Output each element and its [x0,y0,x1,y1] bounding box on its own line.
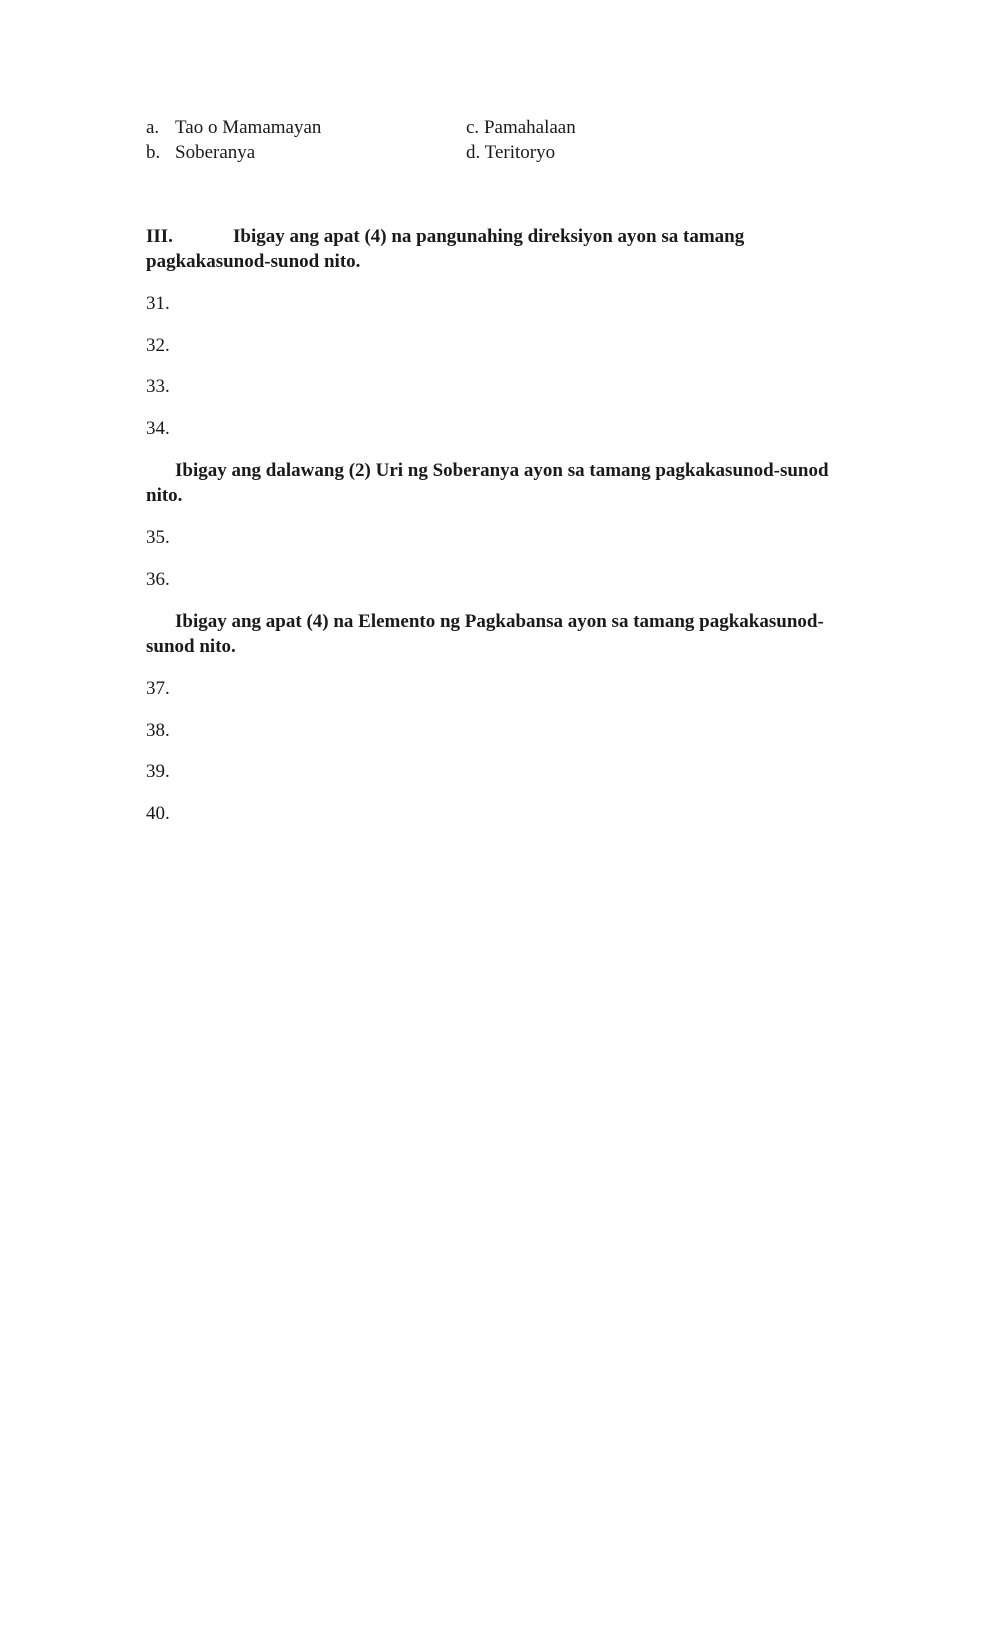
part-2-instruction-line1: Ibigay ang dalawang (2) Uri ng Soberanya ayon sa tamang pagkakasunod-sunod [175,460,829,481]
choice-letter: b. [146,142,161,163]
item-number: 39. [146,761,170,782]
choice-text: Tao o Mamamayan [175,117,322,138]
section-3-roman: III. [146,226,173,247]
part-2-instruction-line2: nito. [146,485,183,506]
choice-d [466,141,555,165]
choice-text: Pamahalaan [483,117,576,138]
item-number: 36. [146,569,170,590]
choice-a [146,116,321,140]
item-number: 35. [146,527,170,548]
choice-letter: c. [466,117,480,138]
choice-letter: a. [146,117,160,138]
choice-letter: d. [466,142,481,163]
item-number: 38. [146,720,170,741]
item-number: 32. [146,335,170,356]
choice-text: Teritoryo [484,142,556,163]
item-number: 37. [146,678,170,699]
item-number: 33. [146,376,170,397]
section-3-instruction-line1: Ibigay ang apat (4) na pangunahing direksiyon ayon sa tamang [233,226,745,247]
part-3-instruction-line2: sunod nito. [146,636,236,657]
item-number: 34. [146,418,170,439]
item-number: 40. [146,803,170,824]
part-3-instruction-line1: Ibigay ang apat (4) na Elemento ng Pagkabansa ayon sa tamang pagkakasunod- [175,611,824,632]
section-3-instruction-line2: pagkakasunod-sunod nito. [146,251,361,272]
choice-c [466,116,576,140]
choice-b [146,141,255,165]
choice-text: Soberanya [175,142,256,163]
item-number: 31. [146,293,170,314]
